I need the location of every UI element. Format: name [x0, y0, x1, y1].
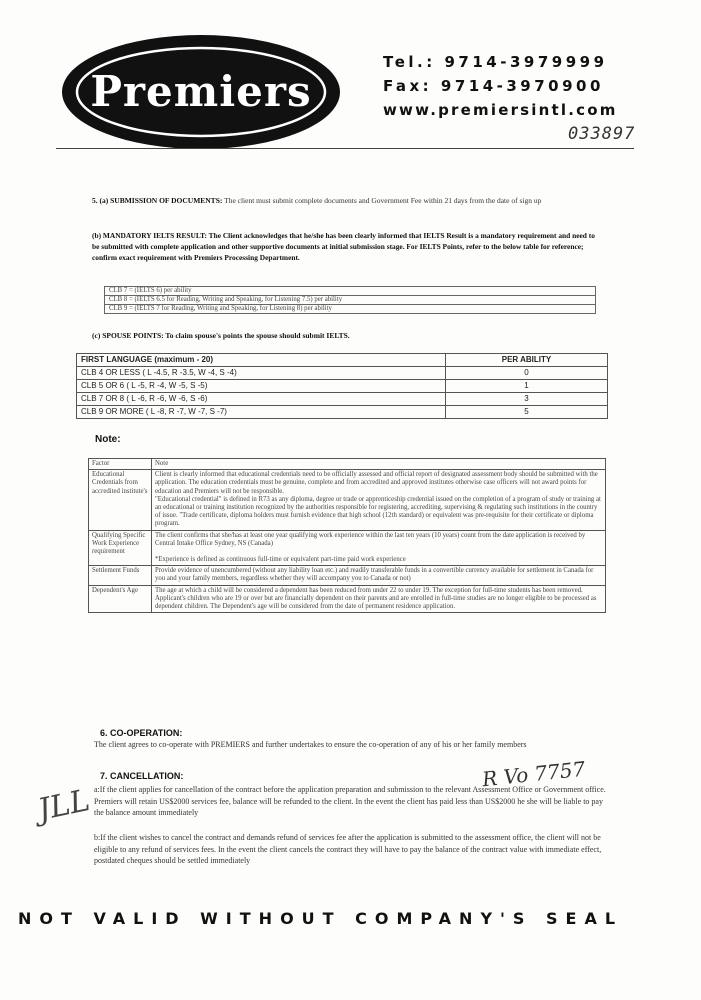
- language-row-label: CLB 5 OR 6 ( L -5, R -4, W -5, S -5): [77, 380, 446, 393]
- column-header-note: Note: [152, 459, 606, 470]
- table-row: [77, 406, 608, 419]
- logo-text: Premiers: [90, 67, 312, 116]
- note-cell: [152, 566, 606, 585]
- section-7-heading: 7. CANCELLATION:: [100, 771, 184, 781]
- note-cell: [152, 530, 606, 566]
- language-row-value: 5: [446, 406, 608, 419]
- table-header-row: [89, 459, 606, 470]
- table-header-row: [77, 354, 608, 367]
- section-5-text: The client must submit complete documents and Government Fee within 21 days from the date of sign up: [224, 196, 542, 205]
- clb-row: CLB 7 = (IELTS 6) per ability: [105, 287, 596, 296]
- section-5-heading: 5. (a) SUBMISSION OF DOCUMENTS:: [92, 196, 223, 205]
- header-divider: [56, 148, 634, 149]
- language-points-table: [76, 353, 608, 419]
- column-header-language: FIRST LANGUAGE (maximum - 20): [77, 354, 446, 367]
- website-url: www.premiersintl.com: [383, 101, 618, 119]
- table-row: [89, 470, 606, 530]
- seal-notice: NOT VALID WITHOUT COMPANY'S SEAL: [18, 909, 624, 928]
- note-heading: Note:: [95, 434, 121, 445]
- note-cell: [152, 470, 606, 530]
- telephone-number: Tel.: 9714-3979999: [383, 53, 608, 71]
- language-row-label: CLB 4 OR LESS ( L -4.5, R -3.5, W -4, S -4): [77, 367, 446, 380]
- table-row: [77, 367, 608, 380]
- table-row: [77, 393, 608, 406]
- column-header-factor: Factor: [89, 459, 152, 470]
- section-b-ielts: (b) MANDATORY IELTS RESULT: The Client acknowledges that he/she has been clearly informed that IELTS Result is a mandatory requirement and need to be submitted with complete application and other supportive documents at initial submission stage. For IELTS Points, refer to the below table for reference; confirm exact requirement with Premiers Processing Department.: [92, 231, 595, 262]
- note-text-secondary: *Experience is defined as continuous full-time or equivalent part-time paid work experience: [155, 556, 406, 564]
- column-header-ability: PER ABILITY: [446, 354, 608, 367]
- section-6-heading: 6. CO-OPERATION:: [100, 728, 183, 738]
- fax-number: Fax: 9714-3970900: [383, 77, 604, 95]
- note-text: Client is clearly informed that educational credentials need to be officially assessed and official report of designated assessment body should be submitted with the application. The education credentials must be genuine, complete and from accredited and approved institutes otherwise case officers will not award points for education and Premiers will not be responsible.: [155, 471, 598, 495]
- section-7b-text: b:If the client wishes to cancel the contract and demands refund of services fee after the application is submitted to the assessment office, the client will not be eligible to any refund of services fees. In the event the client cancels the contract they will have to pay the balance of the contract value with immediate effect, postdated cheques should be settled immediately: [94, 833, 602, 865]
- note-factor: Qualifying Specific Work Experience requirement: [89, 530, 152, 566]
- serial-number: 033897: [568, 124, 636, 144]
- section-5-submission: [92, 196, 602, 207]
- table-row: [105, 287, 596, 296]
- note-table: [88, 458, 606, 613]
- note-cell: [152, 585, 606, 613]
- table-row: [89, 585, 606, 613]
- language-row-value: 3: [446, 393, 608, 406]
- note-factor: Settlement Funds: [89, 566, 152, 585]
- table-row: [105, 305, 596, 314]
- table-row: [89, 566, 606, 585]
- section-7a-text: a:If the client applies for cancellation of the contract before the application preparation and submission to the relevant Assessment Office or Government office. Premiers will retain US$2000 services fee, balance will be refunded to the client. In the event the client has paid less than US$2000 he she will be liable to pay the balance amount immediately: [94, 785, 606, 817]
- handwritten-initials: JLL: [34, 782, 93, 829]
- clb-row: CLB 9 = (IELTS 7 for Reading, Writing and Speaking, for Listening 8) per ability: [105, 305, 596, 314]
- note-text: The client confirms that she/has at least one year qualifying work experience within the last ten years (10 years) count from the date application is received by Central Intake Office Sydney, NS (Canada): [155, 531, 586, 547]
- section-c-spouse: (c) SPOUSE POINTS: To claim spouse's points the spouse should submit IELTS.: [92, 331, 350, 340]
- language-row-label: CLB 7 OR 8 ( L -6, R -6, W -6, S -6): [77, 393, 446, 406]
- note-text-secondary: "Educational credential" is defined in R73 as any diploma, degree or trade or apprenticeship credential issued on the completion of a program of study or training at an educational or training institution recognized by the authorities responsible for registering, accrediting, supervising & regulating such institutions in the country of issue. "Trade certificate, diploma holders must furnish evidence that high school (12th standard) or equivalent was pre-requisite for their certificate or diploma program.: [155, 495, 601, 528]
- language-row-value: 0: [446, 367, 608, 380]
- language-row-value: 1: [446, 380, 608, 393]
- handwritten-reference: R Vo 7757: [481, 756, 587, 792]
- note-text: The age at which a child will be considered a dependent has been reduced from under 22 to under 19. The exception for full-time students has been removed. Applicant's children who are 19 or over but are financially dependent on their parents and are enrolled in full-time studies are no longer eligible to be processed as dependent children. The Dependent's age will be considered from the date of permanent residence application.: [155, 586, 597, 611]
- clb-row: CLB 8 = (IELTS 6.5 for Reading, Writing and Speaking, for Listening 7.5) per ability: [105, 296, 596, 305]
- note-factor: Dependent's Age: [89, 585, 152, 613]
- note-factor: Educational Credentials from accredited institute's: [89, 470, 152, 530]
- company-logo: [60, 33, 342, 151]
- note-text: Provide evidence of unencumbered (without any liability loan etc.) and readily transferable funds in a convertible currency available for settlement in Canada for you and your family members, regardless whether they will accompany you to Canada or not): [155, 567, 594, 583]
- table-row: [105, 296, 596, 305]
- table-row: [77, 380, 608, 393]
- table-row: [89, 530, 606, 566]
- language-row-label: CLB 9 OR MORE ( L -8, R -7, W -7, S -7): [77, 406, 446, 419]
- clb-table: [104, 286, 596, 314]
- section-6-text: The client agrees to co-operate with PREMIERS and further undertakes to ensure the co-operation of any of his or her family members: [94, 740, 527, 749]
